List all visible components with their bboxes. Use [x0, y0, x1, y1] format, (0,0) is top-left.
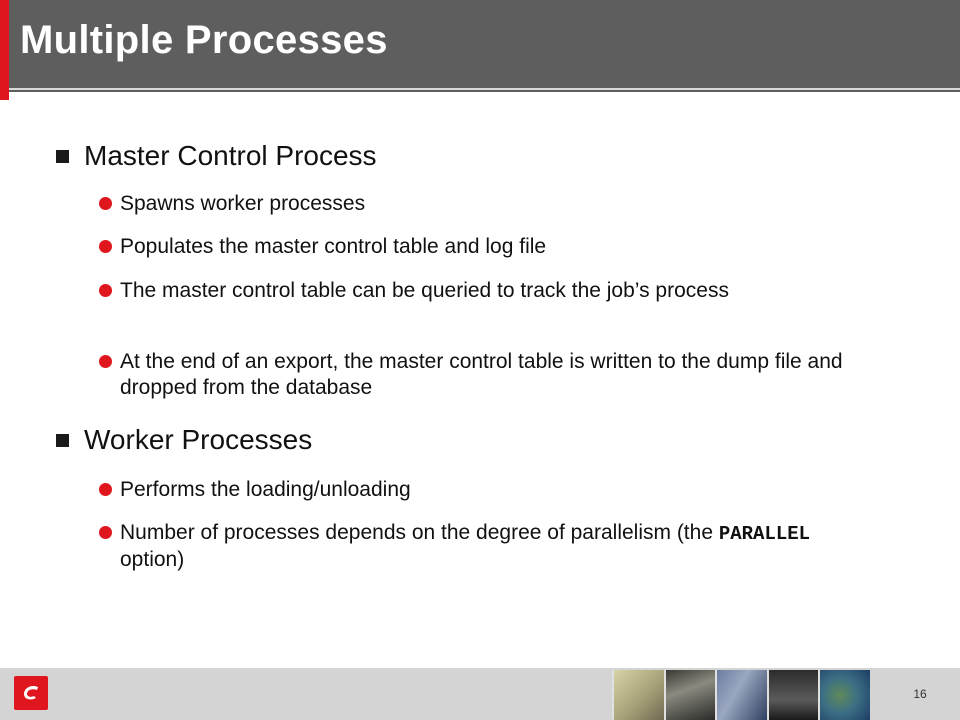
sub-bullet-text: Populates the master control table and log file — [120, 235, 547, 258]
sub-bullet — [120, 234, 860, 260]
sub-bullet — [120, 191, 860, 217]
square-bullet-icon — [56, 434, 69, 447]
square-bullet-icon — [56, 150, 69, 163]
bullet-worker-processes — [84, 424, 312, 456]
sub-bullet-text: The master control table can be queried to track the job’s process — [120, 279, 729, 302]
round-bullet-icon — [99, 197, 112, 210]
bullet-master-control-process — [84, 140, 377, 172]
company-logo — [14, 676, 48, 710]
keyboard-photo — [612, 670, 664, 720]
sub-bullet — [120, 349, 855, 401]
round-bullet-icon — [99, 526, 112, 539]
footer-photo-strip — [612, 670, 870, 720]
laptop-photo — [664, 670, 716, 720]
code-parallel: PARALLEL — [718, 523, 811, 545]
sub-bullet-text — [120, 521, 810, 571]
text-segment: Number of processes depends on the degree of parallelism (the — [120, 521, 719, 544]
sub-bullet — [120, 520, 845, 573]
globe-photo — [818, 670, 870, 720]
round-bullet-icon — [99, 483, 112, 496]
sub-bullet-text: Spawns worker processes — [120, 192, 366, 215]
bullet-heading: Worker Processes — [84, 424, 313, 455]
meeting-photo — [715, 670, 767, 720]
round-bullet-icon — [99, 240, 112, 253]
text-segment: option) — [120, 548, 185, 571]
round-bullet-icon — [99, 284, 112, 297]
sub-bullet — [120, 477, 860, 503]
bullet-heading: Master Control Process — [84, 140, 377, 171]
office-photo — [767, 670, 819, 720]
round-bullet-icon — [99, 355, 112, 368]
logo-swoosh-icon — [21, 683, 41, 703]
page-number: 16 — [913, 687, 927, 701]
sub-bullet — [120, 278, 800, 304]
sub-bullet-text: Performs the loading/unloading — [120, 478, 411, 501]
slide-title: Multiple Processes — [20, 18, 388, 62]
sub-bullet-text: At the end of an export, the master control table is written to the dump file and dropped from the database — [120, 350, 843, 399]
